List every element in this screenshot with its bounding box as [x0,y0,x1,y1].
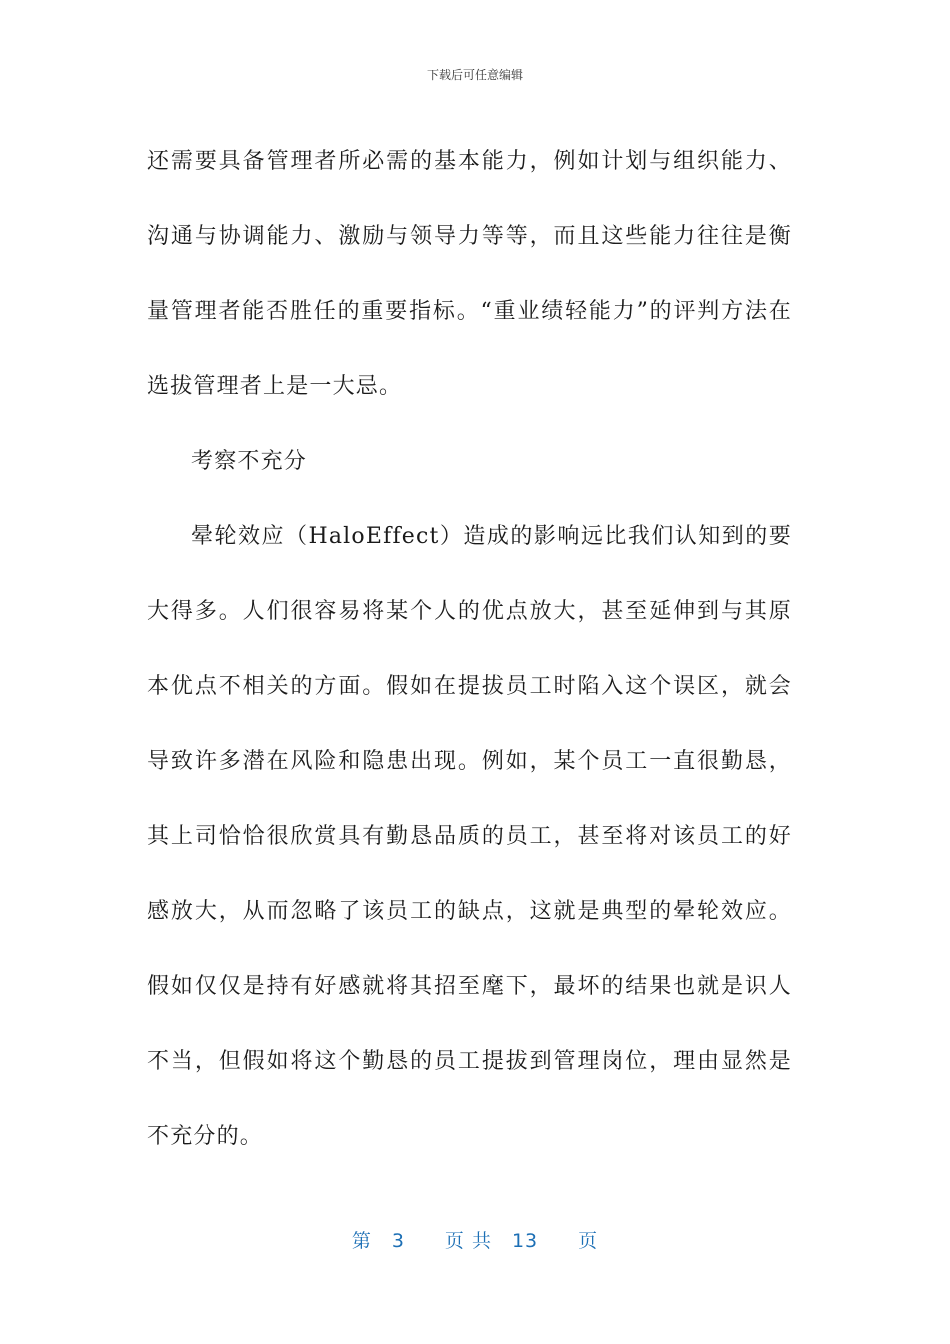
paragraph-halo-effect: 晕轮效应（HaloEffect）造成的影响远比我们认知到的要大得多。人们很容易将某个人的优点放大，甚至延伸到与其原本优点不相关的方面。假如在提拔员工时陷入这个误区，就会导致许多潜在风险和隐患出现。例如，某个员工一直很勤恳，其上司恰恰很欣赏具有勤恳品质的员工，甚至将对该员工的好感放大，从而忽略了该员工的缺点，这就是典型的晕轮效应。假如仅仅是持有好感就将其招至麾下，最坏的结果也就是识人不当，但假如将这个勤恳的员工提拔到管理岗位，理由显然是不充分的。 [147,524,792,1149]
page-number-label: 第 3 页 共 13 页 [351,1230,599,1252]
section-heading: 考察不充分 [191,449,308,474]
page-number-footer [0,1226,950,1253]
paragraph-continued: 还需要具备管理者所必需的基本能力，例如计划与组织能力、沟通与协调能力、激励与领导力等等，而且这些能力往往是衡量管理者能否胜任的重要指标。“重业绩轻能力”的评判方法在选拔管理者上是一大忌。 [147,149,792,399]
page-header: 下载后可任意编辑 [426,68,523,82]
document-body [147,124,792,1174]
